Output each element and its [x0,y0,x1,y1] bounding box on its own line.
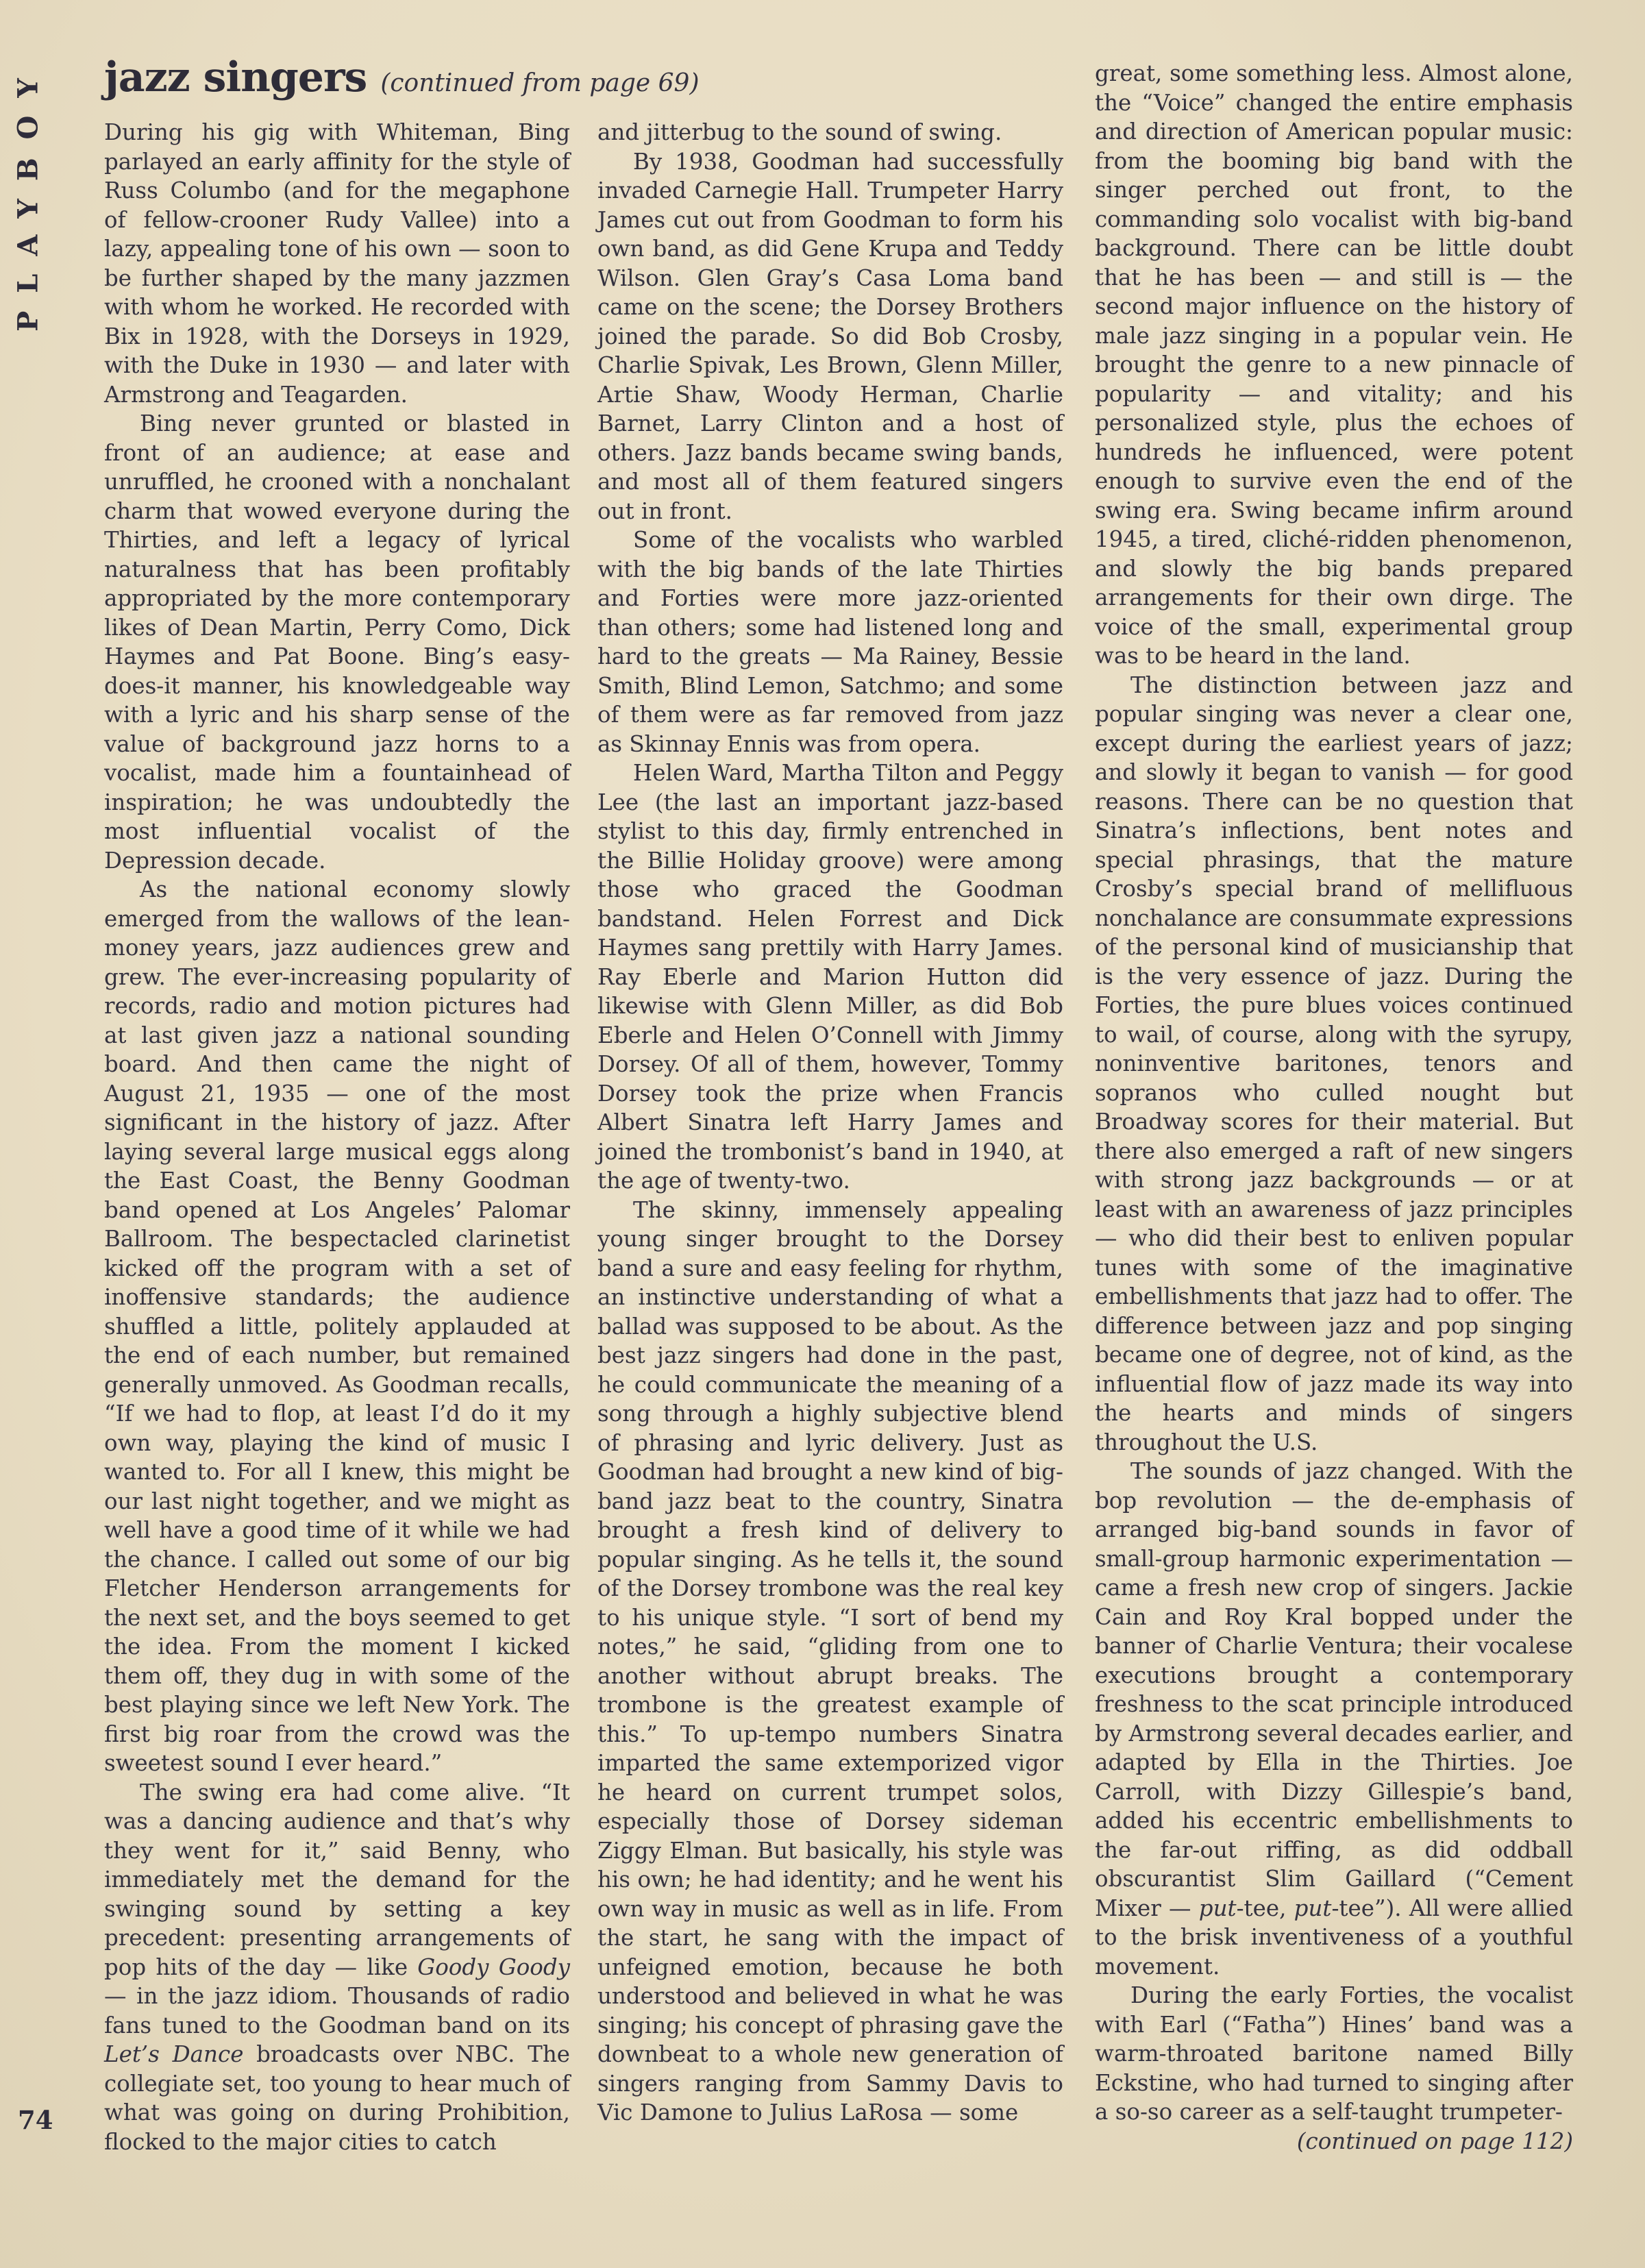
paragraph [104,875,570,1778]
text-segment: The skinny, immensely appealing young singer brought to the Dorsey band a sure and easy feeling for rhythm, an instinctive understanding of what a ballad was supposed to be about. As the best jazz singers had done in the past, he could communicate the meaning of a song through a highly subjective blend of phrasing and lyric delivery. Just as Goodman had brought a new kind of big-band jazz beat to the country, Sinatra brought a fresh kind of delivery to popular singing. As he tells it, the sound of the Dorsey trombone was the real key to his unique style. “I sort of bend my notes,” he said, “gliding from one to another without abrupt breaks. The trombone is the greatest example of this.” To up-tempo numbers Sinatra imparted the same extemporized vigor he heard on current trumpet solos, especially those of Dorsey sideman Ziggy Elman. But basically, his style was his own; he had identity; and he went his own way in music as well as in life. From the start, he sang with the impact of unfeigned emotion, because he both understood and believed in what he was singing; his concept of phrasing gave the downbeat to a whole new generation of singers ranging from Sammy Davis to Vic Damone to Julius LaRosa — some [597,1196,1063,2125]
text-segment: Helen Ward, Martha Tilton and Peggy Lee (the last an important jazz-based stylist to this day, firmly entrenched in the Billie Holiday groove) were among those who graced the Goodman bandstand. Helen Forrest and Dick Haymes sang prettily with Harry James. Ray Eberle and Marion Hutton did likewise with Glenn Miller, as did Bob Eberle and Helen O’Connell with Jimmy Dorsey. Of all of them, however, Tommy Dorsey took the prize when Francis Albert Sinatra left Harry James and joined the trombonist’s band in 1940, at the age of twenty-two. [597,760,1063,1194]
text-segment: -tee, [1236,1895,1294,1921]
paragraph [1095,2127,1573,2156]
article-header [104,53,700,101]
text-segment: great, some something less. Almost alone, the “Voice” changed the entire emphasis and direction of American popular music: from the booming big band with the singer perched out front, to the commanding solo vocalist with big-band background. There can be little doubt that he has been — and still is — the second major influence on the history of male jazz singing in a popular vein. He brought the genre to a new pinnacle of popularity — and vitality; and his personalized style, plus the echoes of hundreds he influenced, were potent enough to survive even the end of the swing era. Swing became infirm around 1945, a tired, cliché-ridden phenomenon, and slowly the big bands prepared arrangements for their own dirge. The voice of the small, experimental group was to be heard in the land. [1095,60,1573,669]
paragraph [104,409,570,875]
magazine-spine-text: PLAYBOY [12,60,45,332]
text-segment: Bing never grunted or blasted in front of an audience; at ease and unruffled, he crooned with a nonchalant charm that wowed everyone during the Thirties, and left a legacy of lyrical naturalness that has been profitably appropriated by the more contemporary likes of Dean Martin, Perry Como, Dick Haymes and Pat Boone. Bing’s easy-does-it manner, his knowledgeable way with a lyric and his sharp sense of the value of background jazz horns to a vocalist, made him a fountainhead of inspiration; he was undoubtedly the most influential vocalist of the Depression decade. [104,410,570,874]
text-segment: broadcasts over NBC. The collegiate set, too young to hear much of what was going on during Prohibition, flocked to the major cities to catch [104,2041,570,2155]
paragraph [597,147,1063,526]
text-column-1 [104,118,570,2156]
paragraph [1095,1457,1573,1981]
paragraph [104,1778,570,2157]
text-segment: — in the jazz idiom. Thousands of radio fans tuned to the Goodman band on its [104,1983,570,2038]
italic-text-segment: (continued on page 112) [1296,2128,1573,2154]
text-segment: The swing era had come alive. “It was a dancing audience and that’s why they went for it,” said Benny, who immediately met the demand for the swinging sound by setting a key precedent: presenting arrangements of pop hits of the day — like [104,1779,570,1980]
text-segment: The distinction between jazz and popular singing was never a clear one, except during the earliest years of jazz; and slowly it began to vanish — for good reasons. There can be no question that Sinatra’s inflections, bent notes and special phrasings, that the mature Crosby’s special brand of mellifluous nonchalance are consummate expressions of the personal kind of musicianship that is the very essence of jazz. During the Forties, the pure blues voices continued to wail, of course, along with the syrupy, noninventive baritones, tenors and sopranos who culled nought but Broadway scores for their material. But there also emerged a raft of new singers with strong jazz backgrounds — or at least with an awareness of jazz principles — who did their best to enliven popular tunes with some of the imaginative embellishments that jazz had to offer. The difference between jazz and pop singing became one of degree, not of kind, as the influential flow of jazz made its way into the hearts and minds of singers throughout the U.S. [1095,671,1573,1455]
page-number: 74 [18,2105,53,2135]
text-column-3 [1095,59,1573,2156]
paragraph [597,118,1063,147]
article-title: jazz singers [104,53,367,101]
continued-from-note: (continued from page 69) [380,69,700,97]
text-segment: During the early Forties, the vocalist with Earl (“Fatha”) Hines’ band was a warm-throated baritone named Billy Eckstine, who had turned to singing after a so-so career as a self-taught trumpeter- [1095,1982,1573,2125]
italic-text-segment: put [1198,1895,1237,1921]
paragraph [1095,671,1573,1457]
italic-text-segment: Goody Goody [417,1953,570,1980]
paragraph [597,759,1063,1196]
text-segment: During his gig with Whiteman, Bing parlayed an early affinity for the style of Russ Columbo (and for the megaphone of fellow-crooner Rudy Vallee) into a lazy, appealing tone of his own — soon to be further shaped by the many jazzmen with whom he worked. He recorded with Bix in 1928, with the Dorseys in 1929, with the Duke in 1930 — and later with Armstrong and Teagarden. [104,119,570,408]
paragraph [597,526,1063,759]
text-segment: The sounds of jazz changed. With the bop revolution — the de-emphasis of arranged big-band sounds in favor of small-group harmonic experimentation — came a fresh new crop of singers. Jackie Cain and Roy Kral bopped under the banner of Charlie Ventura; their vocalese executions brought a contemporary freshness to the scat principle introduced by Armstrong several decades earlier, and adapted by Ella in the Thirties. Joe Carroll, with Dizzy Gillespie’s band, added his eccentric embellishments to the far-out riffing, as did oddball obscurantist Slim Gaillard (“Cement Mixer — [1095,1458,1573,1921]
paragraph [104,118,570,409]
italic-text-segment: put [1294,1895,1332,1921]
text-segment: -tee”). All were allied to the brisk inventiveness of a youthful movement. [1095,1895,1573,1980]
text-segment: By 1938, Goodman had successfully invaded Carnegie Hall. Trumpeter Harry James cut out from Goodman to form his own band, as did Gene Krupa and Teddy Wilson. Glen Gray’s Casa Loma band came on the scene; the Dorsey Brothers joined the parade. So did Bob Crosby, Charlie Spivak, Les Brown, Glenn Miller, Artie Shaw, Woody Herman, Charlie Barnet, Larry Clinton and a host of others. Jazz bands became swing bands, and most all of them featured singers out in front. [597,148,1063,524]
text-segment: Some of the vocalists who warbled with the big bands of the late Thirties and Forties were more jazz-oriented than others; some had listened long and hard to the greats — Ma Rainey, Bessie Smith, Blind Lemon, Satchmo; and some of them were as far removed from jazz as Skinnay Ennis was from opera. [597,527,1063,757]
text-segment: As the national economy slowly emerged from the wallows of the lean-money years, jazz audiences grew and grew. The ever-increasing popularity of records, radio and motion pictures had at last given jazz a national sounding board. And then came the night of August 21, 1935 — one of the most significant in the history of jazz. After laying several large musical eggs along the East Coast, the Benny Goodman band opened at Los Angeles’ Palomar Ballroom. The bespectacled clarinetist kicked off the program with a set of inoffensive standards; the audience shuffled a little, politely applauded at the end of each number, but remained generally unmoved. As Goodman recalls, “If we had to flop, at least I’d do it my own way, playing the kind of music I wanted to. For all I knew, this might be our last night together, and we might as well have a good time of it while we had the chance. I called out some of our big Fletcher Henderson arrangements for the next set, and the boys seemed to get the idea. From the moment I kicked them off, they dug in with some of the best playing since we left New York. The first big roar from the crowd was the sweetest sound I ever heard.” [104,876,570,1776]
text-segment: and jitterbug to the sound of swing. [597,119,1002,145]
paragraph [1095,59,1573,671]
paragraph [597,1196,1063,2128]
paragraph [1095,1981,1573,2127]
italic-text-segment: Let’s Dance [104,2041,244,2067]
text-column-2 [597,118,1063,2128]
